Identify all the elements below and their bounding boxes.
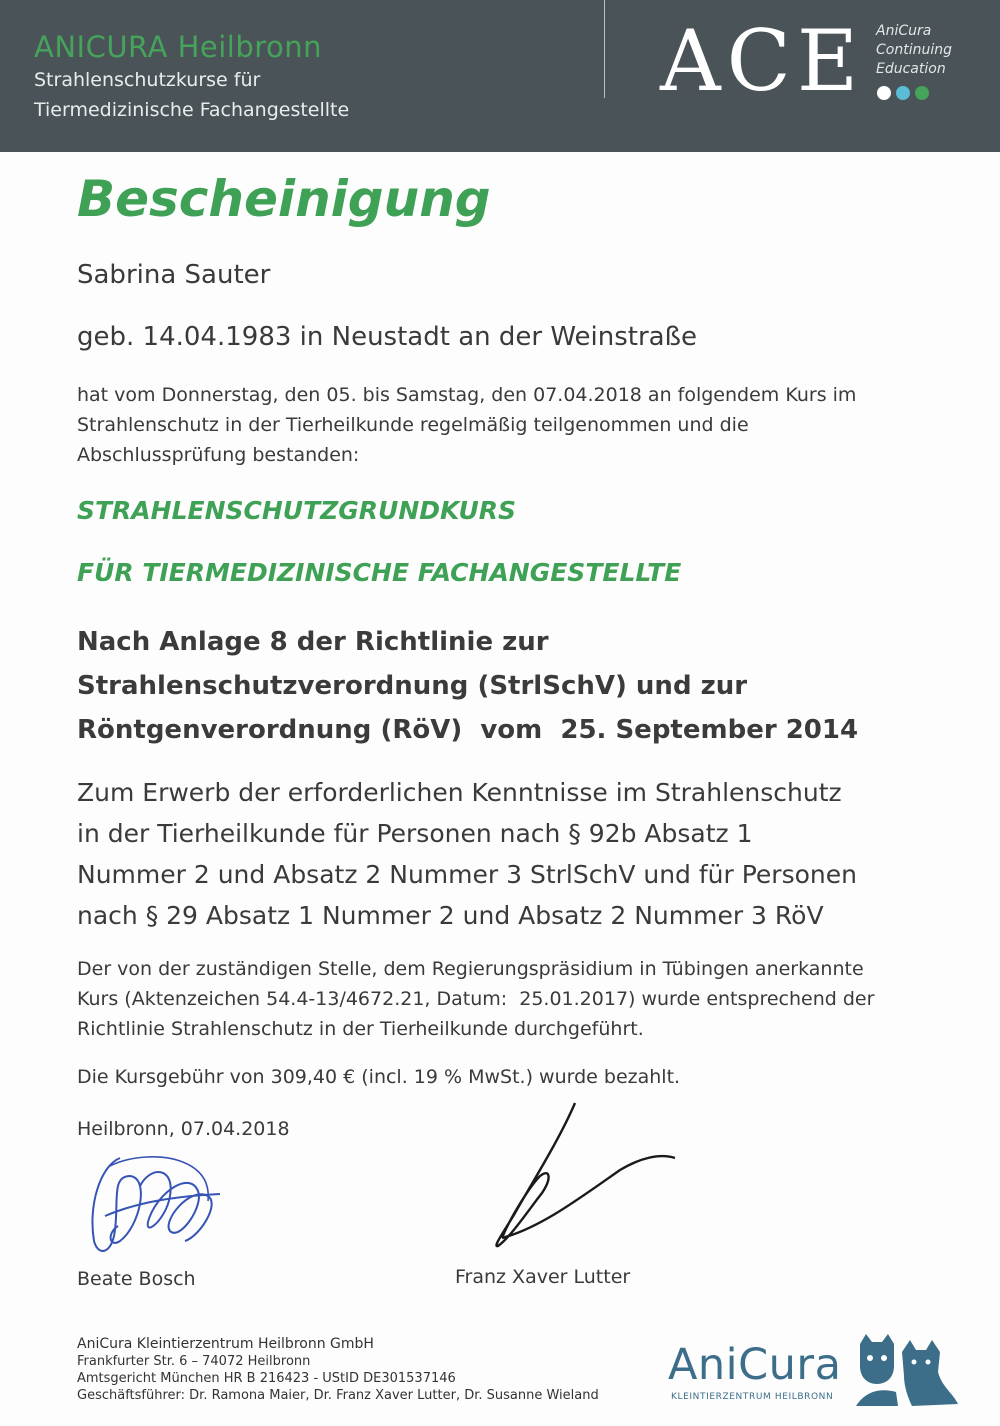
ace-tagline-3: Education (876, 61, 946, 77)
recognition-line-3: Richtlinie Strahlenschutz in der Tierheilkunde durchgeführt. (77, 1018, 644, 1040)
org-name: ANICURA Heilbronn (34, 30, 323, 64)
signer-1-name: Beate Bosch (77, 1268, 196, 1290)
footer-address: Frankfurter Str. 6 – 74072 Heilbronn (77, 1354, 311, 1369)
footer-management: Geschäftsführer: Dr. Ramona Maier, Dr. Franz Xaver Lutter, Dr. Susanne Wieland (77, 1388, 599, 1403)
ace-dots (877, 85, 934, 104)
footer-register: Amtsgericht München HR B 216423 - UStID DE301537146 (77, 1371, 456, 1386)
course-name-line-1: STRAHLENSCHUTZGRUNDKURS (77, 496, 517, 525)
anicura-logo-subtitle: KLEINTIERZENTRUM HEILBRONN (671, 1392, 834, 1402)
recognition-paragraph (77, 954, 937, 1044)
recognition-line-1: Der von der zuständigen Stelle, dem Regierungspräsidium in Tübingen anerkannte (77, 958, 864, 980)
course-fee: Die Kursgebühr von 309,40 € (incl. 19 % MwSt.) wurde bezahlt. (77, 1066, 681, 1088)
legal-line-3: Röntgenverordnung (RöV) vom 25. September 2014 (77, 715, 859, 745)
place-date: Heilbronn, 07.04.2018 (77, 1118, 290, 1140)
company-footer (77, 1336, 599, 1404)
signature-franz-xaver-lutter (480, 1098, 680, 1258)
legal-line-1: Nach Anlage 8 der Richtlinie zur (77, 627, 549, 657)
dot-white (877, 86, 891, 100)
recognition-line-2: Kurs (Aktenzeichen 54.4-13/4672.21, Datum: 25.01.2017) wurde entsprechend der (77, 988, 875, 1010)
purpose-line-2: in der Tierheilkunde für Personen nach § 92b Absatz 1 (77, 819, 753, 848)
legal-line-2: Strahlenschutzverordnung (StrlSchV) und zur (77, 671, 748, 701)
ace-tagline (876, 22, 952, 79)
purpose-statement (77, 772, 957, 936)
dot-blue (896, 86, 910, 100)
attendance-paragraph (77, 380, 937, 470)
header-subtitle-2: Tiermedizinische Fachangestellte (34, 99, 350, 121)
purpose-line-3: Nummer 2 und Absatz 2 Nummer 3 StrlSchV und für Personen (77, 860, 857, 889)
purpose-line-4: nach § 29 Absatz 1 Nummer 2 und Absatz 2 Nummer 3 RöV (77, 901, 824, 930)
purpose-line-1: Zum Erwerb der erforderlichen Kenntnisse im Strahlenschutz (77, 778, 842, 807)
recipient-name: Sabrina Sauter (77, 260, 271, 290)
header-banner (0, 0, 1000, 152)
recipient-birth: geb. 14.04.1983 in Neustadt an der Weinstraße (77, 322, 697, 352)
attendance-line-1: hat vom Donnerstag, den 05. bis Samstag, den 07.04.2018 an folgendem Kurs im (77, 384, 857, 406)
anicura-cat-dog-icon (852, 1332, 962, 1412)
dot-green (915, 86, 929, 100)
header-org-block (34, 30, 349, 124)
footer-company: AniCura Kleintierzentrum Heilbronn GmbH (77, 1336, 374, 1352)
attendance-line-3: Abschlussprüfung bestanden: (77, 444, 360, 466)
certificate-title: Bescheinigung (77, 170, 491, 228)
ace-logo: ACE (660, 12, 865, 110)
legal-basis (77, 620, 957, 752)
course-name-line-2: FÜR TIERMEDIZINISCHE FACHANGESTELLTE (77, 558, 682, 587)
signature-beate-bosch (80, 1146, 230, 1266)
signer-2-name: Franz Xaver Lutter (455, 1266, 631, 1288)
header-divider (604, 0, 605, 98)
anicura-logo-text: AniCura (668, 1340, 842, 1390)
ace-tagline-1: AniCura (876, 23, 932, 39)
header-subtitle-1: Strahlenschutzkurse für (34, 69, 261, 91)
ace-tagline-2: Continuing (876, 42, 952, 58)
attendance-line-2: Strahlenschutz in der Tierheilkunde regelmäßig teilgenommen und die (77, 414, 749, 436)
